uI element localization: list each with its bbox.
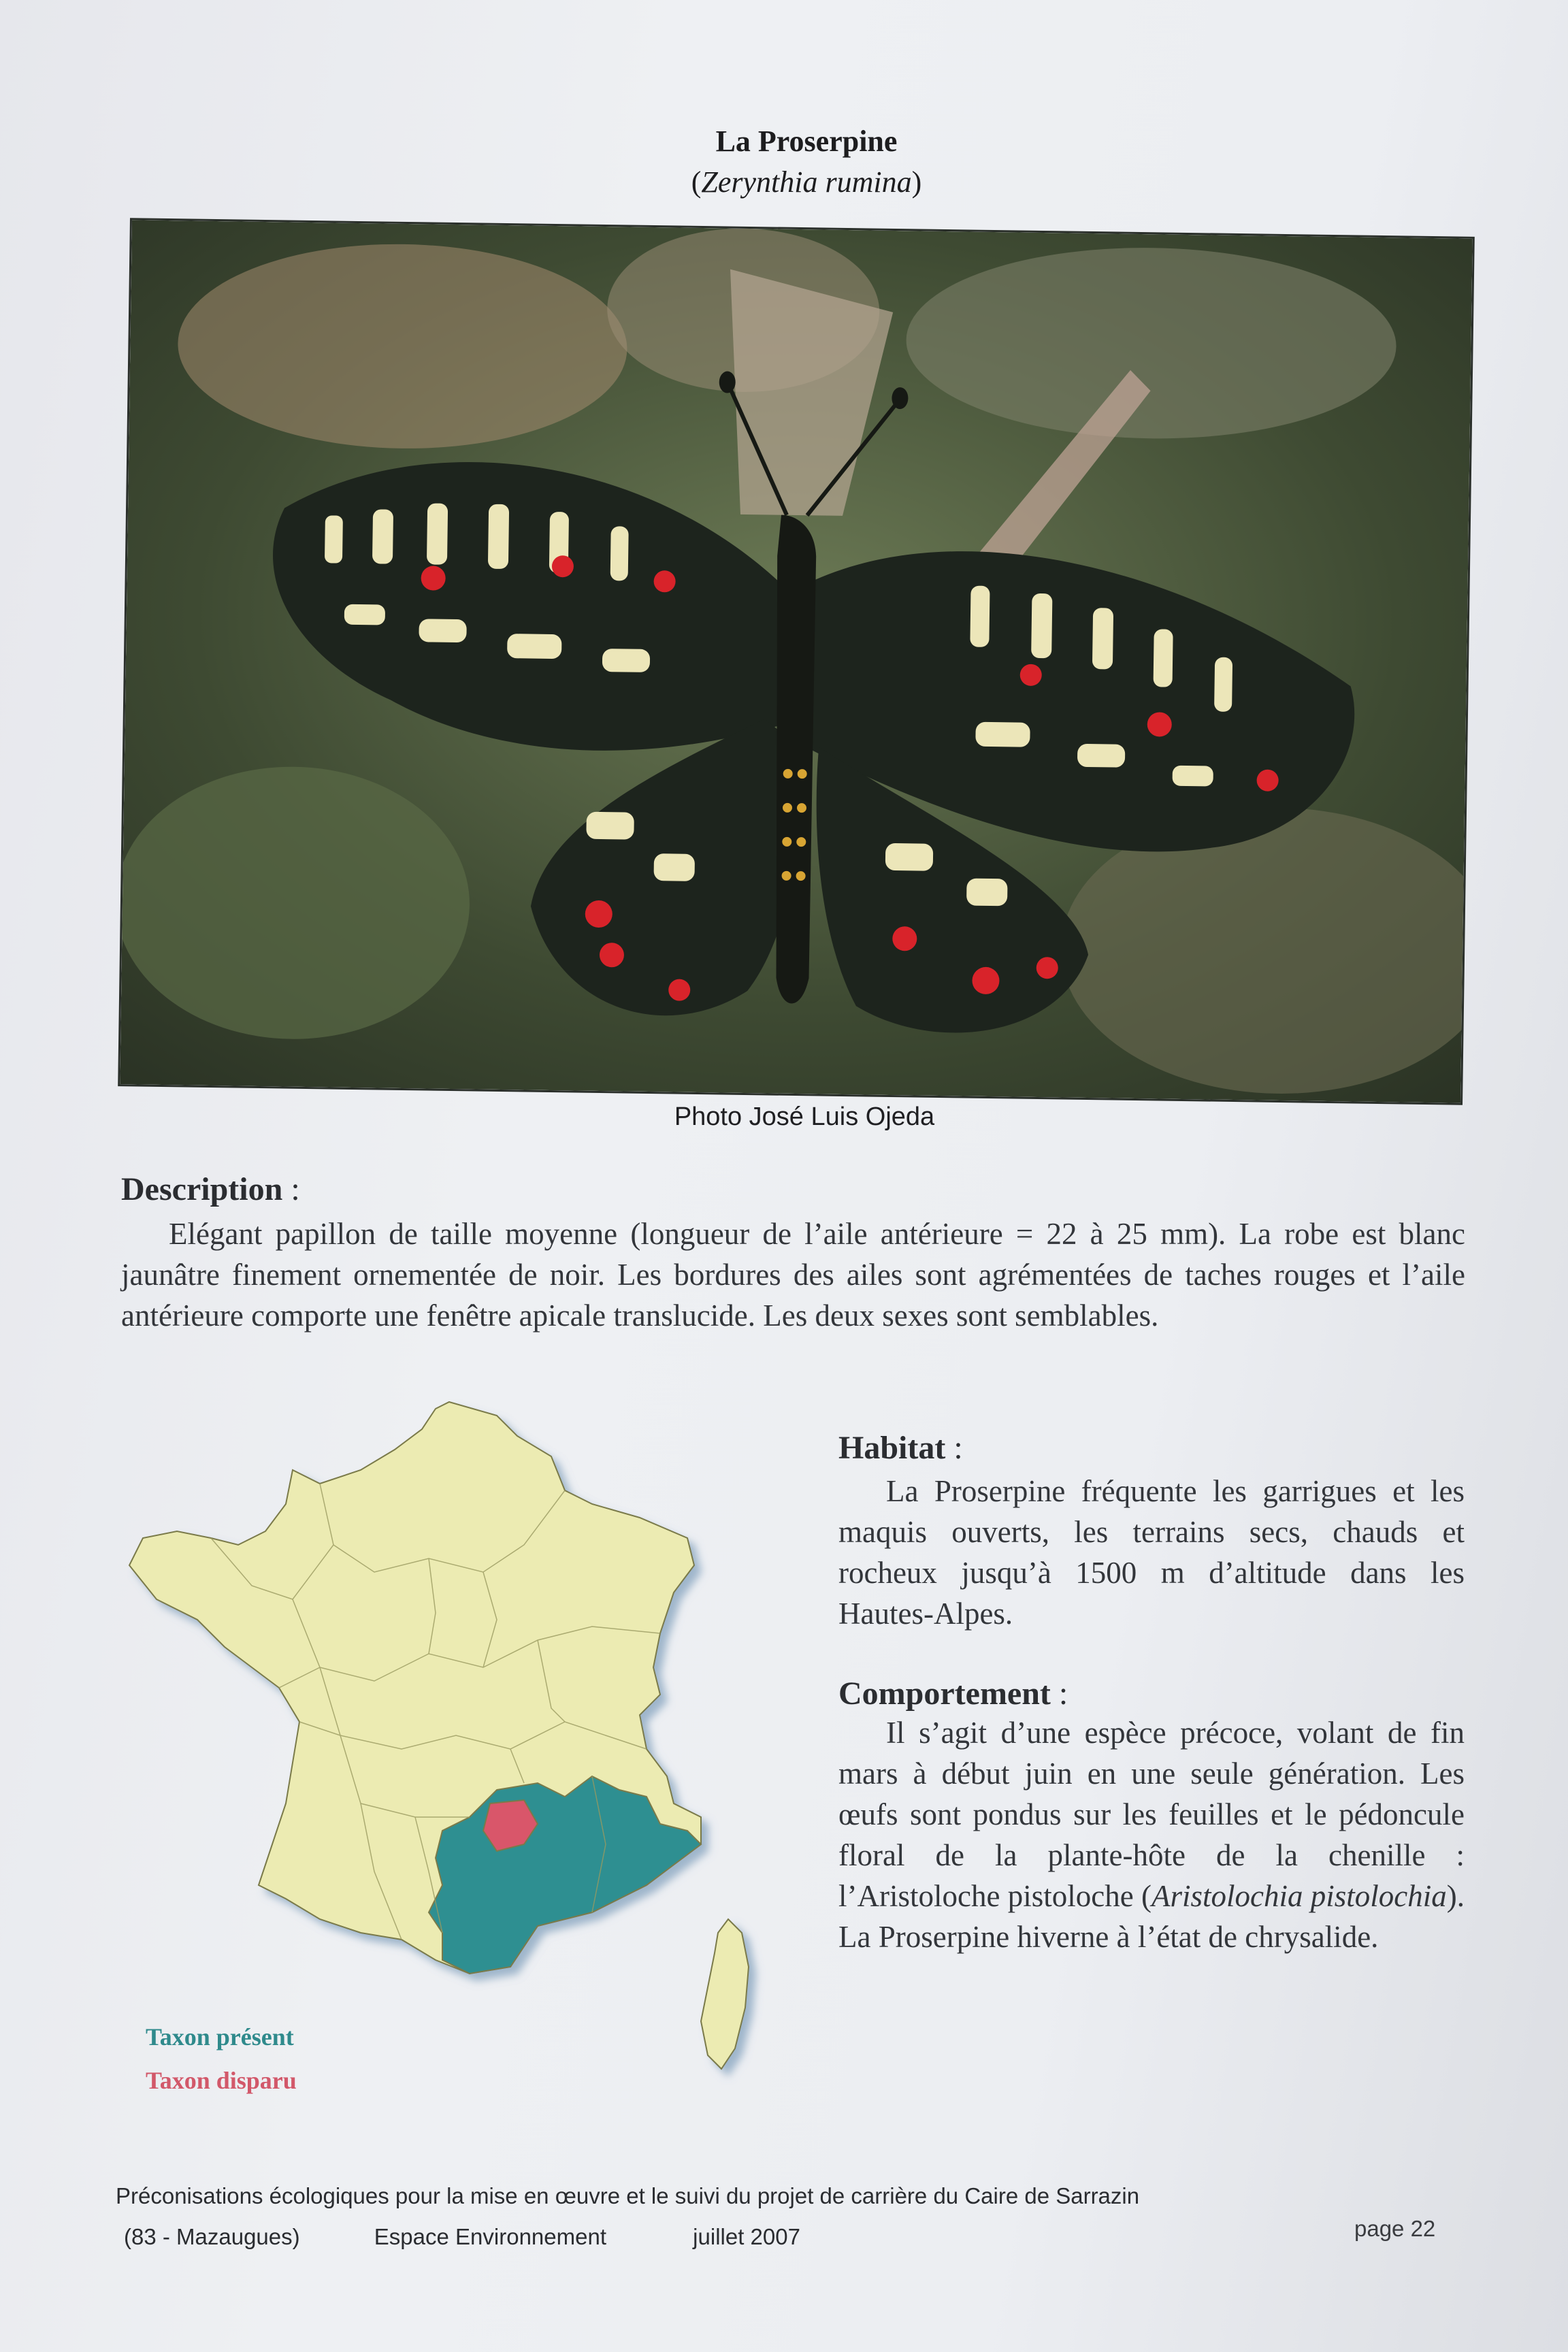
page-number: page 22 <box>1354 2216 1436 2241</box>
description-heading-colon: : <box>282 1171 300 1207</box>
legend-taxon-present: Taxon présent <box>146 2023 294 2051</box>
butterfly-photo-drawing <box>120 220 1473 1102</box>
footer-title: Préconisations écologiques pour la mise en œuvre et le suivi du projet de carrière du Caire de Sarrazin <box>116 2183 1140 2208</box>
footer-details <box>124 2224 800 2250</box>
distribution-map <box>116 1395 769 2096</box>
description-heading-text: Description <box>121 1171 283 1207</box>
comportement-heading-text: Comportement <box>838 1676 1051 1712</box>
paren-close: ) <box>911 165 922 199</box>
footer-org: Espace Environnement <box>374 2224 606 2249</box>
comportement-text-part2: ). La Proserpine hiverne à l’état de chrysalide. <box>838 1879 1465 1954</box>
map-corsica <box>701 1919 749 2069</box>
species-title: La Proserpine <box>715 125 898 158</box>
footer-dept: (83 - Mazaugues) <box>124 2224 300 2249</box>
comportement-text <box>838 1712 1465 1957</box>
comportement-heading <box>838 1675 1465 1712</box>
comportement-text-italic: Aristolochia pistolochia <box>1151 1879 1447 1913</box>
habitat-behaviour-column <box>838 1429 1465 1957</box>
habitat-text: La Proserpine fréquente les garrigues et les maquis ouverts, les terrains secs, chauds et rocheux jusqu’à 1500 m d’altitude dans les Hautes-Alpes. <box>838 1474 1465 1631</box>
description-heading <box>121 1171 1465 1208</box>
comportement-text-part1: Il s’agit d’une espèce précoce, volant de fin mars à début juin en une seule génération. Les œufs sont pondus sur les feuilles et le pédoncule floral de la plante-hôte de la chenille : l’Aristoloche pistoloche ( <box>838 1716 1465 1913</box>
species-scientific-name <box>0 165 1568 199</box>
habitat-heading <box>838 1429 1465 1467</box>
scientific-name-text: Zerynthia rumina <box>701 165 912 199</box>
legend-taxon-disparu: Taxon disparu <box>146 2067 297 2094</box>
description-text: Elégant papillon de taille moyenne (longueur de l’aile antérieure = 22 à 25 mm). La robe est blanc jaunâtre finement ornementée de noir. Les bordures des ailes sont agrémentées de taches rouges et l’aile antérieure comporte une fenêtre apicale translucide. Les deux sexes sont semblables. <box>121 1217 1465 1333</box>
paren-open: ( <box>691 165 702 199</box>
habitat-heading-colon: : <box>945 1430 963 1466</box>
footer-date: juillet 2007 <box>693 2224 800 2249</box>
habitat-heading-text: Habitat <box>838 1430 946 1466</box>
comportement-heading-colon: : <box>1050 1676 1068 1712</box>
butterfly-photo <box>118 218 1475 1105</box>
description-section <box>121 1171 1465 1336</box>
photo-credit: Photo José Luis Ojeda <box>674 1102 935 1131</box>
